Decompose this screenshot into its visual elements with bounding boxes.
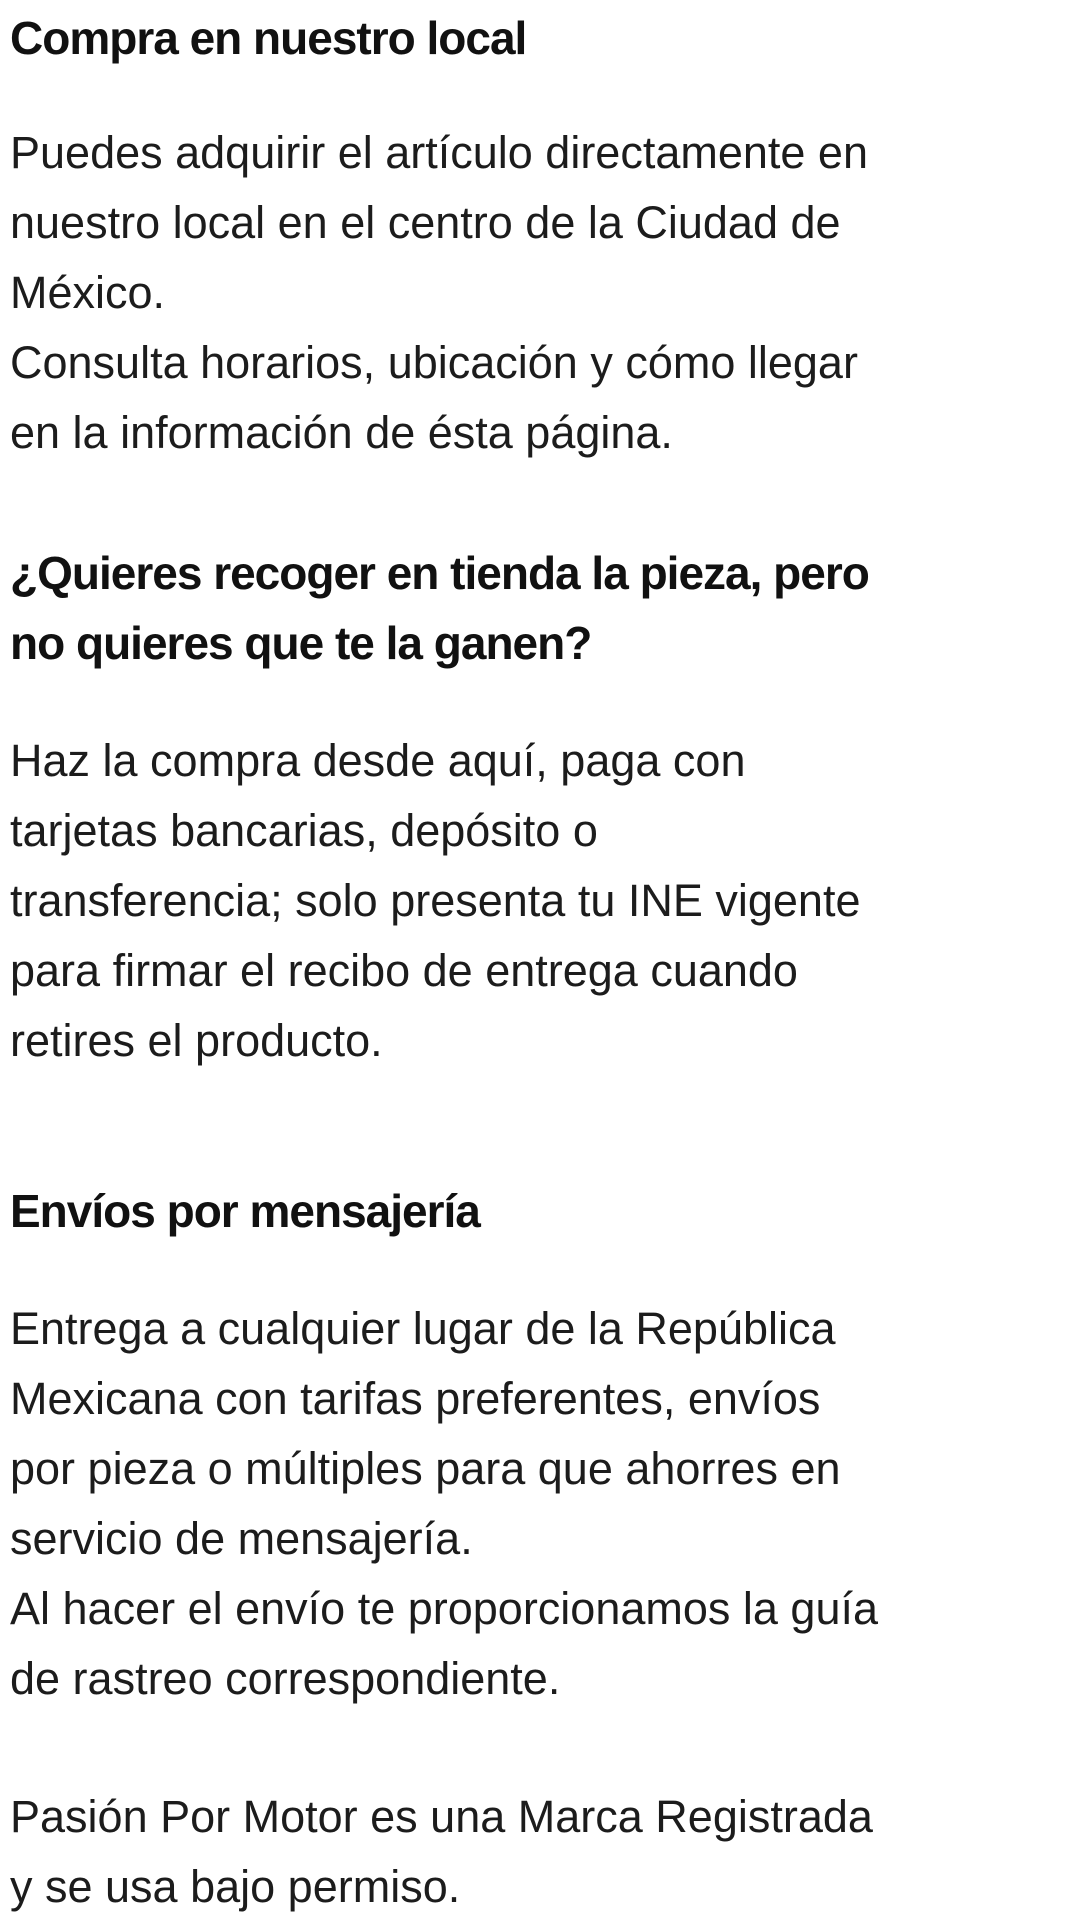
shipping-heading: Envíos por mensajería xyxy=(10,1185,480,1237)
text-line: retires el producto. xyxy=(10,1015,383,1066)
text-line: Pasión Por Motor es una Marca Registrada xyxy=(10,1791,873,1842)
text-line: México. xyxy=(10,267,166,318)
pickup-question-paragraph xyxy=(10,726,1070,1076)
text-line: Entrega a cualquier lugar de la República xyxy=(10,1303,836,1354)
heading-line: no quieres que te la ganen? xyxy=(10,617,592,669)
text-line: Al hacer el envío te proporcionamos la guía xyxy=(10,1583,879,1634)
text-line: Consulta horarios, ubicación y cómo llegar xyxy=(10,337,858,388)
shipping-paragraph xyxy=(10,1294,1070,1714)
text-line: Mexicana con tarifas preferentes, envíos xyxy=(10,1373,821,1424)
text-line: y se usa bajo permiso. xyxy=(10,1861,461,1912)
store-purchase-heading: Compra en nuestro local xyxy=(10,12,527,64)
store-purchase-paragraph xyxy=(10,118,1070,468)
pickup-question-heading xyxy=(10,538,1070,678)
text-line: servicio de mensajería. xyxy=(10,1513,473,1564)
text-line: en la información de ésta página. xyxy=(10,407,673,458)
text-line: Haz la compra desde aquí, paga con xyxy=(10,735,746,786)
trademark-paragraph xyxy=(10,1782,1070,1920)
heading-line: ¿Quieres recoger en tienda la pieza, pero xyxy=(10,547,869,599)
text-line: transferencia; solo presenta tu INE vigente xyxy=(10,875,861,926)
text-line: de rastreo correspondiente. xyxy=(10,1653,561,1704)
text-line: tarjetas bancarias, depósito o xyxy=(10,805,598,856)
text-line: Puedes adquirir el artículo directamente en xyxy=(10,127,868,178)
text-line: por pieza o múltiples para que ahorres en xyxy=(10,1443,841,1494)
text-line: para firmar el recibo de entrega cuando xyxy=(10,945,798,996)
text-line: nuestro local en el centro de la Ciudad de xyxy=(10,197,841,248)
